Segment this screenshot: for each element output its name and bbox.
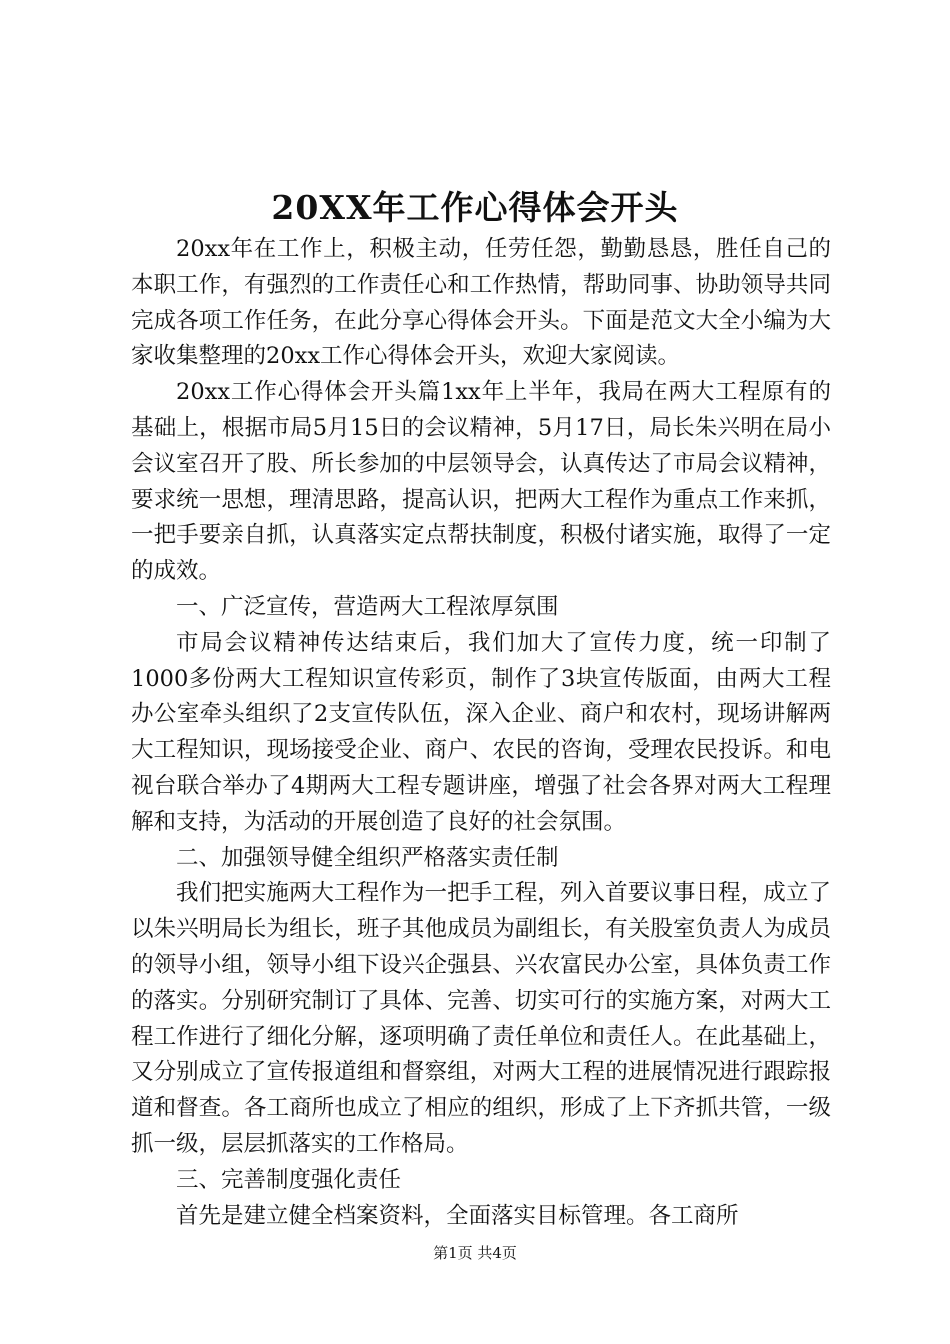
page-number: 第1页 共4页: [433, 1244, 517, 1262]
section-heading: 一、广泛宣传，营造两大工程浓厚氛围: [176, 593, 559, 620]
section-heading: 二、加强领导健全组织严格落实责任制: [176, 844, 559, 871]
intro-paragraph: 20xx年在工作上，积极主动，任劳任怨，勤勤恳恳，胜任自己的本职工作，有强烈的工作责任心和工作热情，帮助同事、协助领导共同完成各项工作任务，在此分享心得体会开头。下面是范文大全小编为大家收集整理的20xx工作心得体会开头，欢迎大家阅读。: [131, 236, 831, 370]
body-paragraph: 20xx工作心得体会开头篇1xx年上半年，我局在两大工程原有的基础上，根据市局5月15日的会议精神，5月17日，局长朱兴明在局小会议室召开了股、所长参加的中层领导会，认真传达了市局会议精神，要求统一思想，理清思路，提高认识，把两大工程作为重点工作来抓，一把手要亲自抓，认真落实定点帮扶制度，积极付诸实施，取得了一定的成效。: [131, 379, 831, 585]
document-body: [131, 232, 831, 1234]
document-title: 20XX年工作心得体会开头: [271, 188, 679, 227]
body-paragraph: 我们把实施两大工程作为一把手工程，列入首要议事日程，成立了以朱兴明局长为组长，班子其他成员为副组长，有关股室负责人为成员的领导小组，领导小组下设兴企强县、兴农富民办公室，具体负责工作的落实。分别研究制订了具体、完善、切实可行的实施方案，对两大工程工作进行了细化分解，逐项明确了责任单位和责任人。在此基础上，又分别成立了宣传报道组和督察组，对两大工程的进展情况进行跟踪报道和督查。各工商所也成立了相应的组织，形成了上下齐抓共管，一级抓一级，层层抓落实的工作格局。: [131, 880, 831, 1157]
body-paragraph: 首先是建立健全档案资料，全面落实目标管理。各工商所: [176, 1202, 739, 1229]
section-heading: 三、完善制度强化责任: [176, 1166, 402, 1193]
body-paragraph: 市局会议精神传达结束后，我们加大了宣传力度，统一印制了1000多份两大工程知识宣传彩页，制作了3块宣传版面，由两大工程办公室牵头组织了2支宣传队伍，深入企业、商户和农村，现场讲解两大工程知识，现场接受企业、商户、农民的咨询，受理农民投诉。和电视台联合举办了4期两大工程专题讲座，增强了社会各界对两大工程理解和支持，为活动的开展创造了良好的社会氛围。: [131, 629, 831, 835]
